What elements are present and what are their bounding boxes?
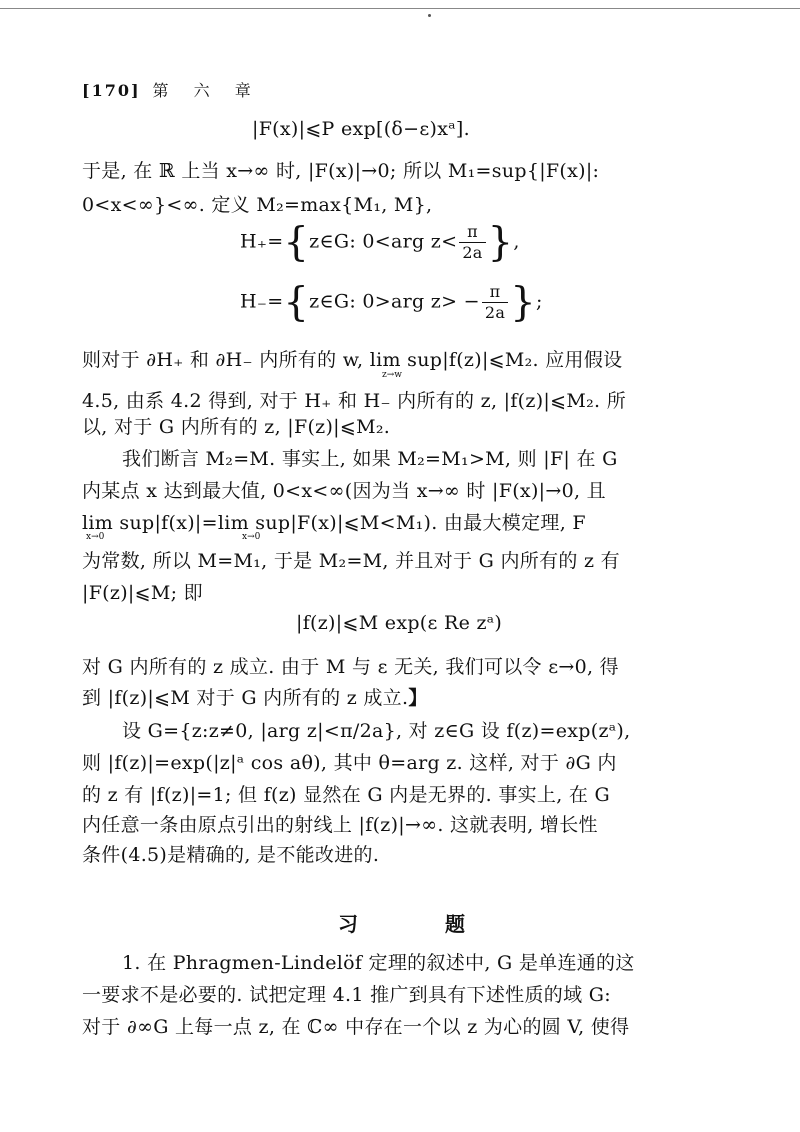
proof-end-mark: 】 xyxy=(408,687,428,709)
text-line-6: 以, 对于 G 内所有的 z, |F(z)|⩽M₂. xyxy=(82,416,391,438)
frac-denominator: 2a xyxy=(484,303,506,322)
left-brace: { xyxy=(283,219,310,266)
h-minus-left: H₋= xyxy=(240,290,284,313)
chapter-label: 第 六 章 xyxy=(152,81,261,100)
h-plus-body: z∈G: 0<arg z< xyxy=(309,230,458,253)
exercises-title: 习 题 xyxy=(338,912,505,936)
text-line-2: 于是, 在 ℝ 上当 x→∞ 时, |F(x)|→0; 所以 M₁=sup{|F(x)|: xyxy=(82,160,600,182)
fraction-pi-over-2a xyxy=(482,282,508,323)
limit-subscript: x→0 xyxy=(242,532,261,542)
h-minus-end: ; xyxy=(535,290,543,313)
text-line-3: 0<x<∞}<∞. 定义 M₂=max{M₁, M}, xyxy=(82,194,433,216)
text-line-8: 内某点 x 达到最大值, 0<x<∞(因为当 x→∞ 时 |F(x)|→0, 且 xyxy=(82,480,606,502)
text-line-15: 设 G={z:z≠0, |arg z|<π/2a}, 对 z∈G 设 f(z)=exp(zᵃ), xyxy=(122,720,631,742)
text-line-14 xyxy=(82,683,428,710)
fraction-pi-over-2a xyxy=(459,222,485,263)
limit-subscript: x→0 xyxy=(86,532,105,542)
h-plus-left: H₊= xyxy=(240,230,284,253)
text-line-4: 则对于 ∂H₊ 和 ∂H₋ 内所有的 w, lim sup|f(z)|⩽M₂. 应用假设 xyxy=(82,349,623,371)
left-brace: { xyxy=(283,279,310,326)
exercise-line-3: 对于 ∂∞G 上每一点 z, 在 ℂ∞ 中存在一个以 z 为心的圆 V, 使得 xyxy=(82,1016,630,1038)
equation-f-bound: |f(z)|⩽M exp(ε Re zᵃ) xyxy=(296,612,503,634)
text-line-18: 内任意一条由原点引出的射线上 |f(z)|→∞. 这就表明, 增长性 xyxy=(82,814,598,836)
right-brace: } xyxy=(487,219,514,266)
page-number: [170] xyxy=(82,81,141,100)
text-line-17: 的 z 有 |f(z)|=1; 但 f(z) 显然在 G 内是无界的. 事实上, 在 G xyxy=(82,784,611,806)
top-border-line xyxy=(0,8,800,9)
scan-speck xyxy=(428,14,431,17)
exercise-line-2: 一要求不是必要的. 试把定理 4.1 推广到具有下述性质的域 G: xyxy=(82,984,611,1006)
text-line-9: lim sup|f(x)|=lim sup|F(x)|⩽M<M₁). 由最大模定理, F xyxy=(82,512,586,534)
text-line-7: 我们断言 M₂=M. 事实上, 如果 M₂=M₁>M, 则 |F| 在 G xyxy=(122,448,618,470)
right-brace: } xyxy=(510,279,536,326)
h-minus-body: z∈G: 0>arg z> − xyxy=(309,290,480,313)
page-header xyxy=(82,78,261,101)
exercise-line-1: 1. 在 Phragmen-Lindelöf 定理的叙述中, G 是单连通的这 xyxy=(122,952,635,974)
text-line-14-body: 到 |f(z)|⩽M 对于 G 内所有的 z 成立. xyxy=(82,687,409,709)
text-line-19: 条件(4.5)是精确的, 是不能改进的. xyxy=(82,844,380,866)
h-plus-end: , xyxy=(513,230,520,253)
text-line-13: 对 G 内所有的 z 成立. 由于 M 与 ε 无关, 我们可以令 ε→0, 得 xyxy=(82,656,619,678)
text-line-5: 4.5, 由系 4.2 得到, 对于 H₊ 和 H₋ 内所有的 z, |f(z)|⩽M₂. 所 xyxy=(82,390,626,412)
frac-denominator: 2a xyxy=(462,243,483,262)
frac-numerator: π xyxy=(459,222,485,243)
text-line-11: |F(z)|⩽M; 即 xyxy=(82,582,203,604)
frac-numerator: π xyxy=(482,282,508,303)
limit-subscript: z→w xyxy=(382,370,402,380)
equation-H-plus xyxy=(240,219,520,266)
text-line-10: 为常数, 所以 M=M₁, 于是 M₂=M, 并且对于 G 内所有的 z 有 xyxy=(82,550,620,572)
text-line-16: 则 |f(z)|=exp(|z|ᵃ cos aθ), 其中 θ=arg z. 这样, 对于 ∂G 内 xyxy=(82,752,617,774)
equation-H-minus xyxy=(240,279,543,326)
equation-F-bound: |F(x)|⩽P exp[(δ−ε)xᵃ]. xyxy=(252,118,470,140)
